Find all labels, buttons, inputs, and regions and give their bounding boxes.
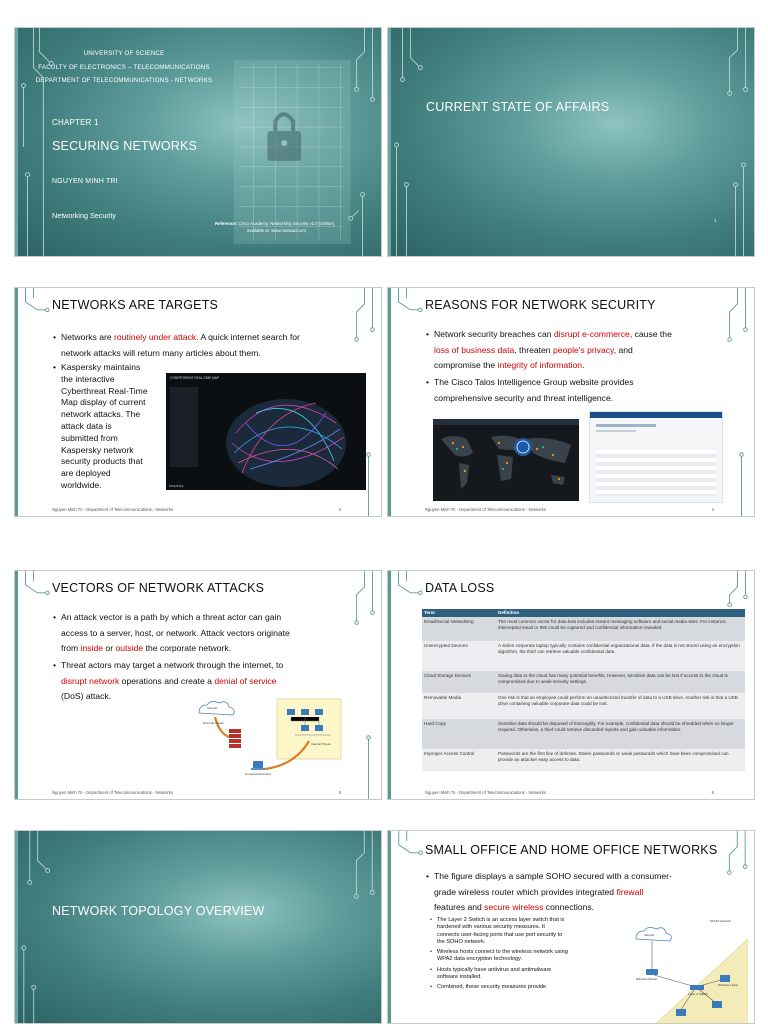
slide-title: SMALL OFFICE AND HOME OFFICE NETWORKS	[425, 843, 718, 857]
slide-number: 4	[711, 507, 714, 512]
highlight-text: disrupt e-commerce	[553, 329, 630, 339]
definition-cell: Saving data to the cloud has many potential benefits. However, sensitive data can be lost if access to the cloud is compromised due to weak security settings.	[496, 671, 745, 693]
left-accent-bar	[388, 288, 391, 516]
bullet-text: operations and create a	[119, 675, 215, 686]
faculty-name: FACULTY OF ELECTRONICS – TELECOMMUNICATIONS	[38, 64, 210, 71]
highlight-text: people's privacy	[552, 344, 614, 355]
sub-bullet-line: The Layer 2 Switch is an access layer switch that is	[437, 917, 565, 923]
table-row	[422, 719, 745, 749]
section-title: NETWORK TOPOLOGY OVERVIEW	[52, 904, 265, 918]
bullet-text: comprehensive security and threat intelligence.	[434, 392, 614, 403]
left-accent-bar	[15, 831, 18, 1023]
attack-vector-figure	[185, 695, 345, 787]
slide-4-reasons-for-security[interactable]	[387, 287, 755, 517]
slide-number: 3	[338, 507, 341, 512]
talos-report-image	[589, 411, 723, 503]
definition-cell: Passwords are the first line of defense. Stolen passwords or weak passwords which have been compromised can provide an attacker easy access to data.	[496, 749, 745, 771]
highlight-text: denial of service	[214, 675, 277, 686]
slide-footer: Nguyen Minh Tri - Department of Telecommunications - Networks	[425, 790, 546, 795]
bullet-2-line: security products that	[61, 456, 143, 467]
section-title: CURRENT STATE OF AFFAIRS	[426, 100, 610, 114]
bullet-text: Network security breaches can	[434, 329, 554, 339]
sub-bullet-line: the SOHO network.	[437, 938, 486, 945]
sub-bullet-line: Combined, these security measures provide	[437, 984, 547, 991]
table-header-row	[422, 609, 745, 617]
cyberthreat-map-image	[166, 373, 366, 490]
term-cell: Removable Media	[422, 693, 496, 719]
internal-threat-label: Internal Threat	[311, 742, 331, 746]
slide-6-data-loss[interactable]	[387, 570, 755, 800]
external-threat-label: External Threat	[203, 721, 224, 725]
table-row	[422, 617, 745, 641]
bullet-text: . A quick internet search for	[196, 332, 300, 342]
data-loss-table-wrap	[422, 609, 745, 771]
bullet-2: • Kaspersky maintains the interactive Cyberthreat Real-Time Map display of current network attacks. The attack data is submitted from Kaspersky network security products that are deployed worldwide.	[53, 362, 148, 490]
bullet-text: Threat actors may target a network through the internet, to	[61, 660, 284, 670]
left-accent-bar	[15, 28, 18, 256]
soho-diagram	[620, 919, 748, 1024]
bullet-text: Networks are	[61, 332, 115, 342]
reference-line-2: available at: www.netacad.com	[247, 228, 306, 233]
bullet-text: the corporate network.	[143, 643, 232, 653]
report-subtitle-bar	[596, 430, 636, 432]
left-accent-bar	[15, 571, 18, 799]
sub-bullet-line: connects user-facing ports that use port security to	[437, 931, 563, 938]
sub-bullet-line: hardened with various security measures. It	[437, 924, 545, 931]
bullet-text: features and	[434, 902, 485, 912]
author-name: NGUYEN MINH TRI	[52, 178, 118, 185]
highlight-text: outside	[115, 643, 144, 653]
bullet-text: An attack vector is a path by which a threat actor can gain	[61, 612, 282, 622]
highlight-text: routinely under attack	[114, 332, 197, 342]
reference-line-1	[215, 221, 335, 226]
slide-title: SECURING NETWORKS	[52, 139, 198, 153]
table-row	[422, 671, 745, 693]
chapter-label: CHAPTER 1	[52, 118, 99, 127]
bullet-text: or	[103, 643, 116, 653]
data-loss-table	[422, 609, 745, 771]
highlight-text: integrity of information	[497, 360, 583, 370]
bullet-2-line: Cyberthreat Real-Time	[61, 385, 148, 396]
slide-footer: Nguyen Minh Tri - Department of Telecommunications - Networks	[52, 790, 173, 795]
bullet-text: access to a server, host, or network. Attack vectors originate	[61, 627, 290, 638]
soho-figure	[620, 919, 748, 1024]
slide-title: NETWORKS ARE TARGETS	[52, 298, 219, 312]
bullet-2-line: network attacks. The	[61, 409, 141, 420]
term-cell: Improper Access Control	[422, 749, 496, 771]
highlight-text: inside	[80, 643, 104, 653]
highlight-text: firewall	[616, 886, 644, 897]
slide-footer: Nguyen Minh Tri - Department of Telecommunications - Networks	[425, 507, 546, 512]
term-cell: Hard Copy	[422, 719, 496, 749]
highlight-text: secure wireless	[484, 902, 544, 912]
bullet-text: connections.	[543, 902, 595, 912]
definition-cell: The most common vector for data loss includes instant messaging software and social media sites. For instance, intercepted email or IMs could be captured and confidential information revealed.	[496, 617, 745, 641]
sub-bullet-line: Wireless hosts connect to the wireless network using	[437, 949, 568, 956]
reference-text: Cisco Academy, Networking Security v1.0 (Online),	[237, 221, 336, 226]
bullet-1: • Networks are routinely under attack. A quick internet search for network attacks will return many articles about them.	[53, 330, 300, 361]
padlock-icon	[267, 114, 301, 161]
router-label: Wireless Router	[636, 977, 658, 981]
bullet-text: , cause the	[629, 329, 672, 339]
slide-3-networks-are-targets[interactable]	[14, 287, 382, 517]
term-cell: Email/Social Networking	[422, 617, 496, 641]
slide-title: VECTORS OF NETWORK ATTACKS	[52, 581, 265, 595]
highlight-text: disrupt network	[61, 675, 120, 686]
term-cell: Cloud Storage Devices	[422, 671, 496, 693]
term-cell: Unencrypted Devices	[422, 641, 496, 671]
switch-label: Layer 2 Switch	[688, 992, 708, 996]
course-name: Networking Security	[52, 211, 116, 220]
bullet-text: compromise the	[434, 360, 498, 370]
left-accent-bar	[388, 28, 391, 256]
report-title-bar	[596, 424, 656, 427]
slide-5-vectors-of-attacks[interactable]	[14, 570, 382, 800]
header-definition: Definition	[496, 609, 745, 617]
bullet-2-line: worldwide.	[61, 479, 102, 490]
slide-8-soho-networks[interactable]	[387, 830, 755, 1024]
slide-footer: Nguyen Minh Tri - Department of Telecommunications - Networks	[52, 507, 173, 512]
sub-bullet-line: software installed.	[437, 974, 482, 981]
bullet-2-line: attack data is	[61, 420, 112, 431]
circuit-decoration	[15, 831, 381, 1023]
definition-cell: A stolen corporate laptop typically contains confidential organizational data. If the data is not stored using an encryption algorithm, the thief can retrieve valuable confidential data.	[496, 641, 745, 671]
bullet-2-line: submitted from	[61, 432, 118, 443]
definition-cell: One risk is that an employee could perform an unauthorized transfer of data to a USB drive. Another risk is that a USB drive containing valuable corporate data could be lost.	[496, 693, 745, 719]
bullet-text: , threaten	[514, 344, 553, 355]
hosts-label: Wireless Hosts	[718, 983, 739, 987]
bullet-text: , and	[613, 344, 633, 355]
slide-number: 1	[714, 218, 717, 223]
slide-title: REASONS FOR NETWORK SECURITY	[425, 298, 656, 312]
bullet-text: .	[582, 360, 585, 370]
compromised-host-label: Compromised Host	[245, 772, 271, 776]
bullet-text: The Cisco Talos Intelligence Group website provides	[434, 377, 634, 387]
talos-threat-map-image	[433, 419, 579, 501]
bullet-2: • The Cisco Talos Intelligence Group website provides comprehensive security and threat intelligence.	[426, 375, 634, 406]
internet-label: Internet	[207, 706, 218, 710]
external-threat-arrow	[215, 717, 229, 737]
bullet-2-line: Kaspersky network	[61, 444, 134, 455]
header-term: Term	[422, 609, 496, 617]
slide-number: 6	[711, 790, 714, 795]
bullet-text: from	[61, 643, 81, 653]
laptop-icon	[251, 761, 265, 770]
internet-label: Internet	[644, 933, 655, 937]
map-header: CYBERTHREAT REAL-TIME MAP	[170, 376, 220, 380]
slide-title: DATA LOSS	[425, 581, 495, 595]
department-name: DEPARTMENT OF TELECOMMUNICATIONS - NETWORKS	[35, 77, 213, 84]
circuit-decoration	[388, 28, 754, 256]
sub-bullet-line: Hosts typically have antivirus and antimalware	[437, 966, 552, 973]
highlight-text: loss of business data	[434, 344, 515, 355]
university-name: UNIVERSITY OF SCIENCE	[83, 50, 165, 57]
bullet-2-line: are deployed	[61, 468, 111, 479]
bullet-text: (DoS) attack.	[61, 691, 112, 701]
report-table	[596, 450, 716, 496]
reference-label: Reference:	[215, 221, 238, 226]
left-accent-bar	[388, 571, 391, 799]
table-row	[422, 749, 745, 771]
slide-number: 5	[338, 790, 341, 795]
bullet-2-line: the interactive	[61, 373, 115, 384]
firewall-icon	[229, 729, 241, 748]
slide-7-section[interactable]	[14, 830, 382, 1024]
bullet-1: • An attack vector is a path by which a threat actor can gain access to a server, host, or network. Attack vectors originate from inside or outside the corporate network.	[53, 612, 290, 653]
definition-cell: Sensitive data should be disposed of thoroughly. For example, confidential data should be shredded when no longer required. Otherwise, a thief could retrieve discarded reports and gain valuable information.	[496, 719, 745, 749]
sub-bullet-line: WPA2 data encryption technology.	[437, 956, 522, 963]
globe-attack-arcs	[166, 373, 366, 490]
table-row	[422, 641, 745, 671]
bullet-2-line: Kaspersky maintains	[61, 362, 141, 372]
table-row	[422, 693, 745, 719]
left-accent-bar	[388, 831, 391, 1023]
slide-2-section[interactable]	[387, 27, 755, 257]
slide-1-title[interactable]	[14, 27, 382, 257]
bullet-text: grade wireless router which provides integrated	[434, 886, 617, 897]
map-brand: kaspersky	[169, 484, 184, 488]
bullet-1: • The figure displays a sample SOHO secured with a consumer- grade wireless router which provides integrated firewall features and secure wireless connections.	[426, 871, 672, 912]
switch-icon	[690, 985, 704, 990]
router-icon	[646, 969, 658, 975]
bullet-1: • Network security breaches can disrupt e-commerce, cause the loss of business data, threaten people's privacy, and compromise the integrity of information.	[426, 329, 672, 370]
sub-bullets: • The Layer 2 Switch is an access layer switch that is hardened with various security measures. It connects user-facing ports that use port security to the SOHO network. • Wireless hosts connect to the wireless network using WPA2 data encryption technology. • Hosts typically have antivirus and antimalware software installed. • Combined, these security measures provide	[430, 917, 568, 991]
bullet-text: The figure displays a sample SOHO secured with a consumer-	[434, 871, 672, 881]
soho-label: SOHO Network	[710, 919, 731, 923]
left-accent-bar	[15, 288, 18, 516]
report-topbar	[590, 412, 722, 418]
bullet-2-line: Map display of current	[61, 397, 146, 408]
world-map	[433, 419, 579, 501]
bullet-2: • Threat actors may target a network through the internet, to disrupt network operations and create a denial of service (DoS) attack.	[53, 658, 283, 705]
bullet-text: network attacks will return many articles about them.	[61, 347, 261, 358]
